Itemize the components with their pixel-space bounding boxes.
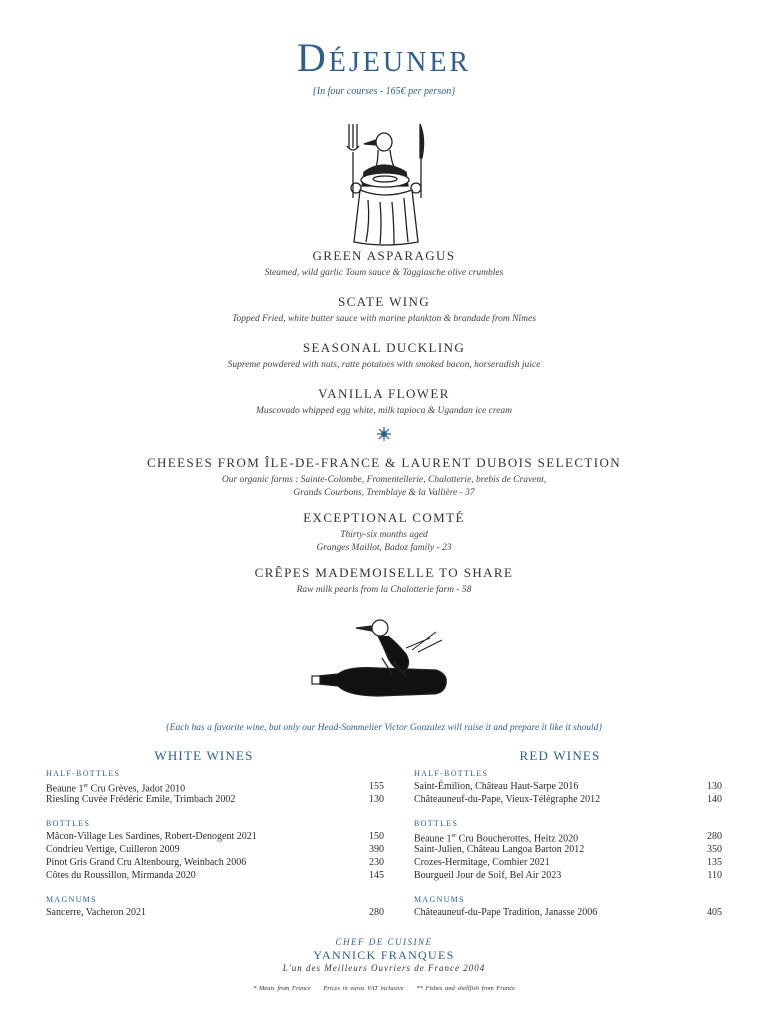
extra-description (0, 584, 768, 597)
wine-row (414, 843, 722, 856)
bottles-label: BOTTLES (46, 819, 91, 828)
magnums-label: MAGNUMS (46, 895, 97, 904)
wine-price: 230 (369, 857, 384, 868)
wine-price: 390 (369, 844, 384, 855)
course-item (0, 386, 768, 418)
wine-row (414, 906, 722, 919)
extra-name: EXCEPTIONAL COMTÉ (303, 510, 465, 525)
course-name: SEASONAL DUCKLING (302, 340, 466, 355)
wine-name: Sancerre, Vacheron 2021 (46, 907, 147, 918)
wine-row (46, 856, 384, 869)
wine-price: 135 (707, 857, 722, 868)
wine-price: 155 (369, 781, 384, 792)
wine-name: Beaune 1er Cru Grèves, Jadot 2010 (46, 783, 186, 795)
white-wines-section (46, 748, 384, 919)
wine-name: Saint-Émilion, Château Haut-Sarpe 2016 (414, 781, 579, 792)
extra-description-line: Grands Courbons, Tremblaye & la Vallière - 37 (293, 488, 475, 498)
course-item (0, 294, 768, 326)
red-wines-title: RED WINES (519, 748, 601, 763)
course-description: Muscovado whipped egg white, milk tapioca & Ugandan ice cream (255, 406, 513, 416)
wine-name: Riesling Cuvée Frédéric Emile, Trimbach 2002 (46, 794, 236, 805)
red-wines-section (414, 748, 722, 919)
wine-name: Châteauneuf-du-Pape, Vieux-Télégraphe 2012 (414, 794, 601, 805)
course-item (0, 340, 768, 372)
wine-row (46, 906, 384, 919)
duck-on-bottle-illustration (308, 618, 458, 700)
wine-price: 280 (369, 907, 384, 918)
footer-note: * Meats from France (252, 985, 311, 992)
wine-name: Saint-Julien, Château Langoa Barton 2012 (414, 844, 585, 855)
wine-price: 150 (369, 831, 384, 842)
course-description: Topped Fried, white butter sauce with marine plankton & brandade from Nîmes (232, 314, 536, 324)
wine-row (46, 869, 384, 882)
wine-name: Châteauneuf-du-Pape Tradition, Janasse 2006 (414, 907, 598, 918)
course-name: SCATE WING (337, 294, 431, 309)
footer-note: Prices in euros VAT inclusive (323, 985, 404, 992)
wine-price: 130 (369, 794, 384, 805)
extra-item (0, 455, 768, 500)
wine-row (414, 856, 722, 869)
course-item (0, 248, 768, 280)
course-description: Supreme powdered with nuts, ratte potatoes with smoked bacon, horseradish juice (227, 360, 541, 370)
bottles-label: BOTTLES (414, 819, 459, 828)
white-wines-title: WHITE WINES (154, 748, 254, 763)
wine-name: Condrieu Vertige, Cuilleron 2009 (46, 844, 180, 855)
wine-price: 280 (707, 831, 722, 842)
extra-description-line: Thirty-six months aged (340, 530, 428, 540)
duck-waiter-illustration (334, 118, 436, 248)
wine-price: 110 (707, 870, 722, 881)
sommelier-note: {Each has a favorite wine, but only our Head-Sommelier Victor Gonzalez will raise it and prepare it like it should} (165, 723, 603, 733)
footer-note: ** Fishes and shellfish from France (416, 985, 516, 992)
wine-price: 130 (707, 781, 722, 792)
chef-title: CHEF DE CUISINE (335, 937, 433, 947)
wine-row (414, 869, 722, 882)
course-name: GREEN ASPARAGUS (312, 248, 456, 263)
wine-name: Beaune 1er Cru Boucherottes, Heitz 2020 (414, 833, 579, 845)
wine-price: 145 (369, 870, 384, 881)
extra-description-line: Raw milk pearls from la Chalotterie farm - 58 (296, 585, 472, 595)
wine-name: Mâcon-Village Les Sardines, Robert-Denogent 2021 (46, 831, 257, 842)
extra-item (0, 565, 768, 597)
wine-name: Crozes-Hermitage, Combier 2021 (414, 857, 550, 868)
page-subtitle: {In four courses - 165€ per person} (312, 86, 456, 97)
extra-description (0, 474, 768, 500)
footer-notes (0, 985, 768, 992)
extra-name: CHEESES FROM ÎLE-DE-FRANCE & LAURENT DUBOIS SELECTION (146, 455, 622, 470)
magnums-label: MAGNUMS (414, 895, 465, 904)
wine-name: Bourgueil Jour de Soif, Bel Air 2023 (414, 870, 562, 881)
wine-row (46, 843, 384, 856)
wine-row (46, 780, 384, 793)
wine-price: 405 (707, 907, 722, 918)
chef-subtitle: L'un des Meilleurs Ouvriers de France 2004 (282, 963, 486, 973)
page-title: Déjeuner (296, 35, 472, 80)
half-bottles-label: HALF-BOTTLES (414, 769, 489, 778)
wine-price: 140 (707, 794, 722, 805)
extra-description-line: Granges Maillot, Badoz family - 23 (316, 543, 452, 553)
extra-name: CRÊPES MADEMOISELLE TO SHARE (254, 565, 514, 580)
extra-item (0, 510, 768, 555)
extra-description-line: Our organic farms : Sainte-Colombe, Fromentellerie, Chalotterie, brebis de Cravent, (221, 475, 547, 485)
wine-row (46, 793, 384, 806)
course-name: VANILLA FLOWER (318, 386, 450, 401)
wine-name: Pinot Gris Grand Cru Altenbourg, Weinbach 2006 (46, 857, 247, 868)
wine-row (414, 780, 722, 793)
course-description: Steamed, wild garlic Toum sauce & Taggiasche olive crumbles (264, 268, 504, 278)
star-ornament-icon (376, 426, 392, 442)
wine-name: Côtes du Roussillon, Mirmanda 2020 (46, 870, 196, 881)
extra-description (0, 529, 768, 555)
wine-row (414, 793, 722, 806)
half-bottles-label: HALF-BOTTLES (46, 769, 121, 778)
wine-row (414, 830, 722, 843)
chef-name: YANNICK FRANQUES (313, 948, 455, 962)
wine-price: 350 (707, 844, 722, 855)
wine-row (46, 830, 384, 843)
